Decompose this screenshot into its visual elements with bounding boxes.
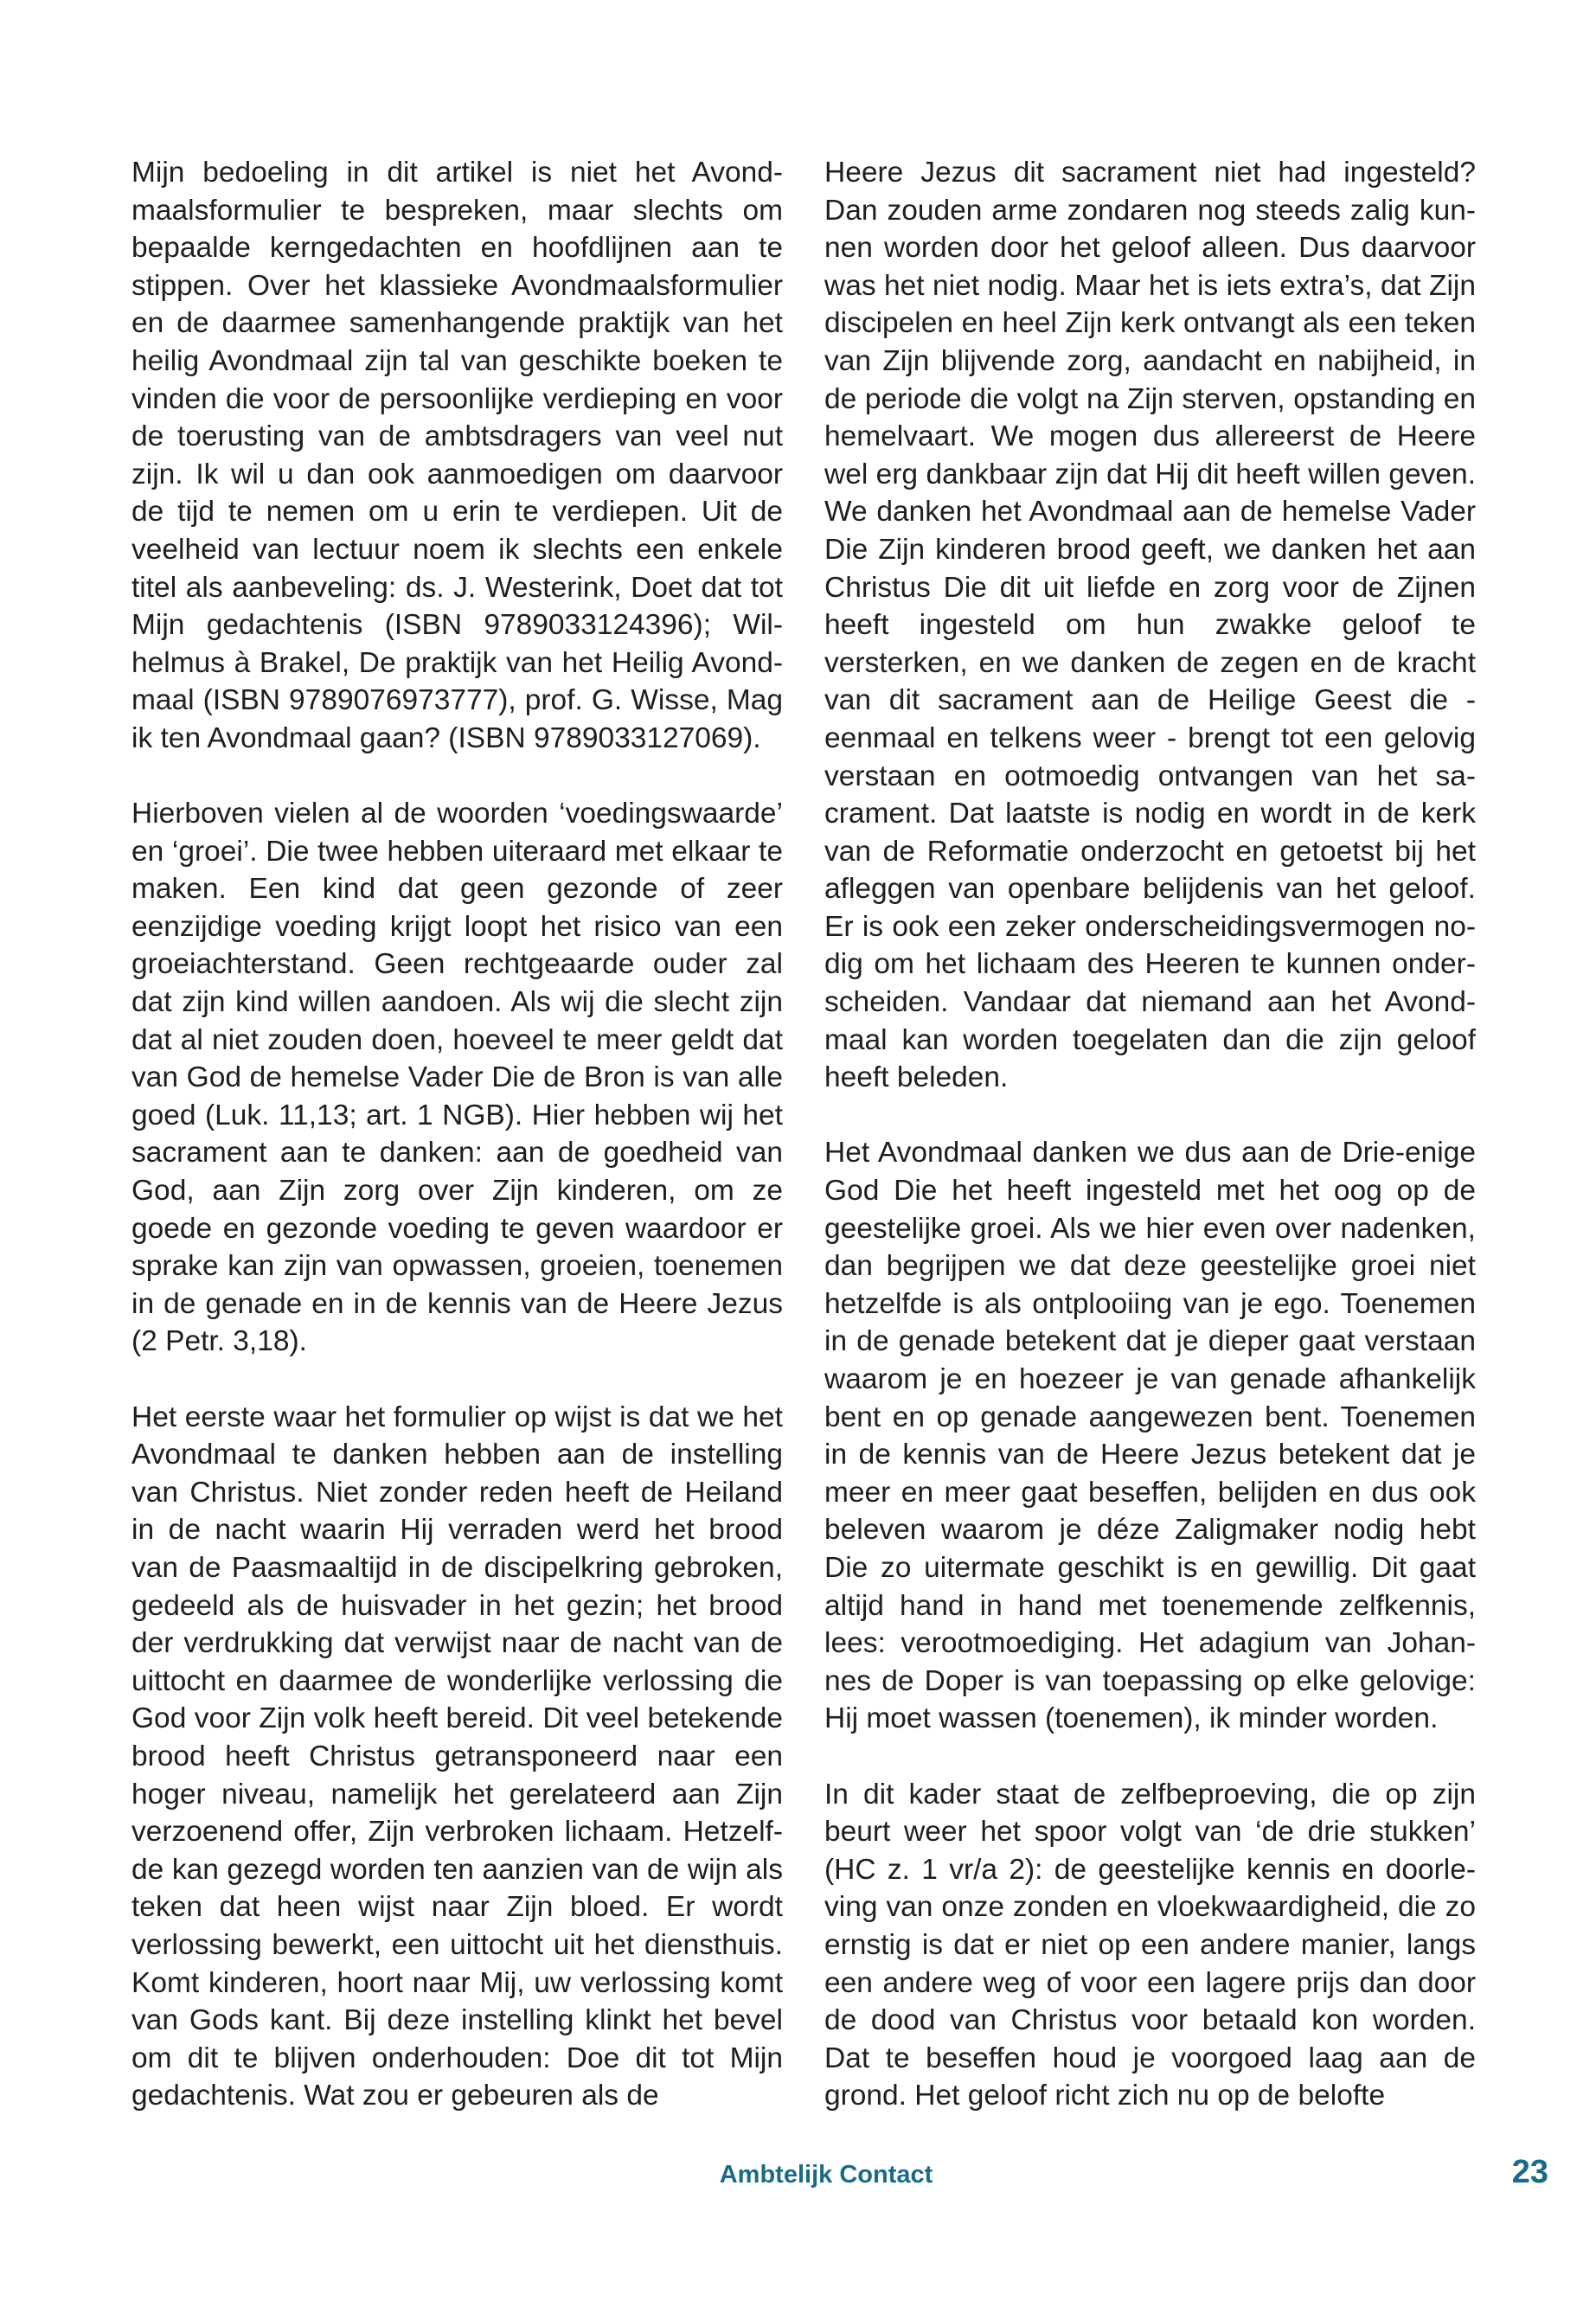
paragraph-self-examination: In dit kader staat de zelfbeproeving, die op zijn beurt weer het spoor volgt van ‘de drie stukken’ (HC z. 1 vr/a 2): de geestelijke kennis en doorleving van onze zonden en vloekwaardigheid, die zo ernstig is dat er niet op een andere manier, langs een andere weg of voor een lagere prijs dan door de dood van Christus voor betaald kon worden. Dat te beseffen houd je voorgoed laag aan de grond. Het geloof richt zich nu op de belofte: [824, 1778, 1476, 2112]
paragraph-intro: Mijn bedoeling in dit artikel is niet het Avondmaalsformulier te bespreken, maar slechts om bepaalde kerngedachten en hoofdlijnen aan te stippen. Over het klassieke Avondmaalsformulier en de daarmee samenhangende praktijk van het heilig Avondmaal zijn tal van geschikte boeken te vinden die voor de persoonlijke verdieping en voor de toerusting van de ambtsdragers van veel nut zijn. Ik wil u dan ook aanmoedigen om daarvoor de tijd te nemen om u erin te verdiepen. Uit de veelheid van lectuur noem ik slechts een enkele titel als aanbeveling: ds. J. Westerink, Doet dat tot Mijn gedachtenis (ISBN 9789033124396); Wilhelmus à Brakel, De praktijk van het Heilig Avondmaal (ISBN 9789076973777), prof. G. Wisse, Mag ik ten Avondmaal gaan? (ISBN 9789033127069).: [131, 157, 783, 754]
right-column: [824, 154, 1476, 2115]
paragraph-spiritual-growth: Het Avondmaal danken we dus aan de Drie-enige God Die het heeft ingesteld met het oog op de geestelijke groei. Als we hier even over nadenken, dan begrijpen we dat deze geestelijke groei niet hetzelfde is als ontplooiing van je ego. Toenemen in de genade betekent dat je dieper gaat verstaan waarom je en hoezeer je van genade afhankelijk bent en op genade aangewezen bent. Toenemen in de kennis van de Heere Jezus betekent dat je meer en meer gaat beseffen, belijden en dus ook beleven waarom je déze Zaligmaker nodig hebt Die zo uitermate geschikt is en gewillig. Dit gaat altijd hand in hand met toenemende zelfkennis, lees: verootmoediging. Het adagium van Johannes de Doper is van toepassing op elke gelovige: Hij moet wassen (toenemen), ik minder worden.: [824, 1137, 1476, 1735]
paragraph-nourishment-growth: Hierboven vielen al de woorden ‘voedingswaarde’ en ‘groei’. Die twee hebben uiteraard met elkaar te maken. Een kind dat geen gezonde of zeer eenzijdige voeding krijgt loopt het risico van een groeiachterstand. Geen rechtgeaarde ouder zal dat zijn kind willen aandoen. Als wij die slecht zijn dat al niet zouden doen, hoeveel te meer geldt dat van God de hemelse Vader Die de Bron is van alle goed (Luk. 11,13; art. 1 NGB). Hier hebben wij het sacrament aan te danken: aan de goedheid van God, aan Zijn zorg over Zijn kinderen, om ze goede en gezonde voeding te geven waardoor er sprake kan zijn van opwassen, groeien, toenemen in de genade en in de kennis van de Heere Jezus (2 Petr. 3,18).: [131, 798, 783, 1358]
paragraph-institution: Het eerste waar het formulier op wijst is dat we het Avondmaal te danken hebben aan de instelling van Christus. Niet zonder reden heeft de Heiland in de nacht waarin Hij verraden werd het brood van de Paasmaaltijd in de discipelkring gebroken, gedeeld als de huisvader in het gezin; het brood der verdrukking dat verwijst naar de nacht van de uittocht en daarmee de wonderlijke verlossing die God voor Zijn volk heeft bereid. Dit veel betekende brood heeft Christus getransponeerd naar een hoger niveau, namelijk het gerelateerd aan Zijn verzoenend offer, Zijn verbroken lichaam. Hetzelfde kan gezegd worden ten aanzien van de wijn als teken dat heen wijst naar Zijn bloed. Er wordt verlossing bewerkt, een uittocht uit het diensthuis. Komt kinderen, hoort naar Mij, uw verlossing komt van Gods kant. Bij deze instelling klinkt het bevel om dit te blijven onderhouden: Doe dit tot Mijn gedachtenis. Wat zou er gebeuren als de: [131, 1400, 783, 2112]
left-column: [131, 154, 783, 2115]
footer-publication-title: Ambtelijk Contact: [719, 2161, 933, 2189]
paragraph-gratitude: Heere Jezus dit sacrament niet had ingesteld? Dan zouden arme zondaren nog steeds zalig kunnen worden door het geloof alleen. Dus daarvoor was het niet nodig. Maar het is iets extra’s, dat Zijn discipelen en heel Zijn kerk ontvangt als een teken van Zijn blijvende zorg, aandacht en nabijheid, in de periode die volgt na Zijn sterven, opstanding en hemelvaart. We mogen dus allereerst de Heere wel erg dankbaar zijn dat Hij dit heeft willen geven. We danken het Avondmaal aan de hemelse Vader Die Zijn kinderen brood geeft, we danken het aan Christus Die dit uit liefde en zorg voor de Zijnen heeft ingesteld om hun zwakke geloof te versterken, en we danken de zegen en de kracht van dit sacrament aan de Heilige Geest die - eenmaal en telkens weer - brengt tot een gelovig verstaan en ootmoedig ontvangen van het sacrament. Dat laatste is nodig en wordt in de kerk van de Reformatie onderzocht en getoetst bij het afleggen van openbare belijdenis van het geloof. Er is ook een zeker onderscheidingsvermogen nodig om het lichaam des Heeren te kunnen onderscheiden. Vandaar dat niemand aan het Avondmaal kan worden toegelaten dan die zijn geloof heeft beleden.: [824, 157, 1476, 1094]
page-number: 23: [1511, 2154, 1548, 2190]
